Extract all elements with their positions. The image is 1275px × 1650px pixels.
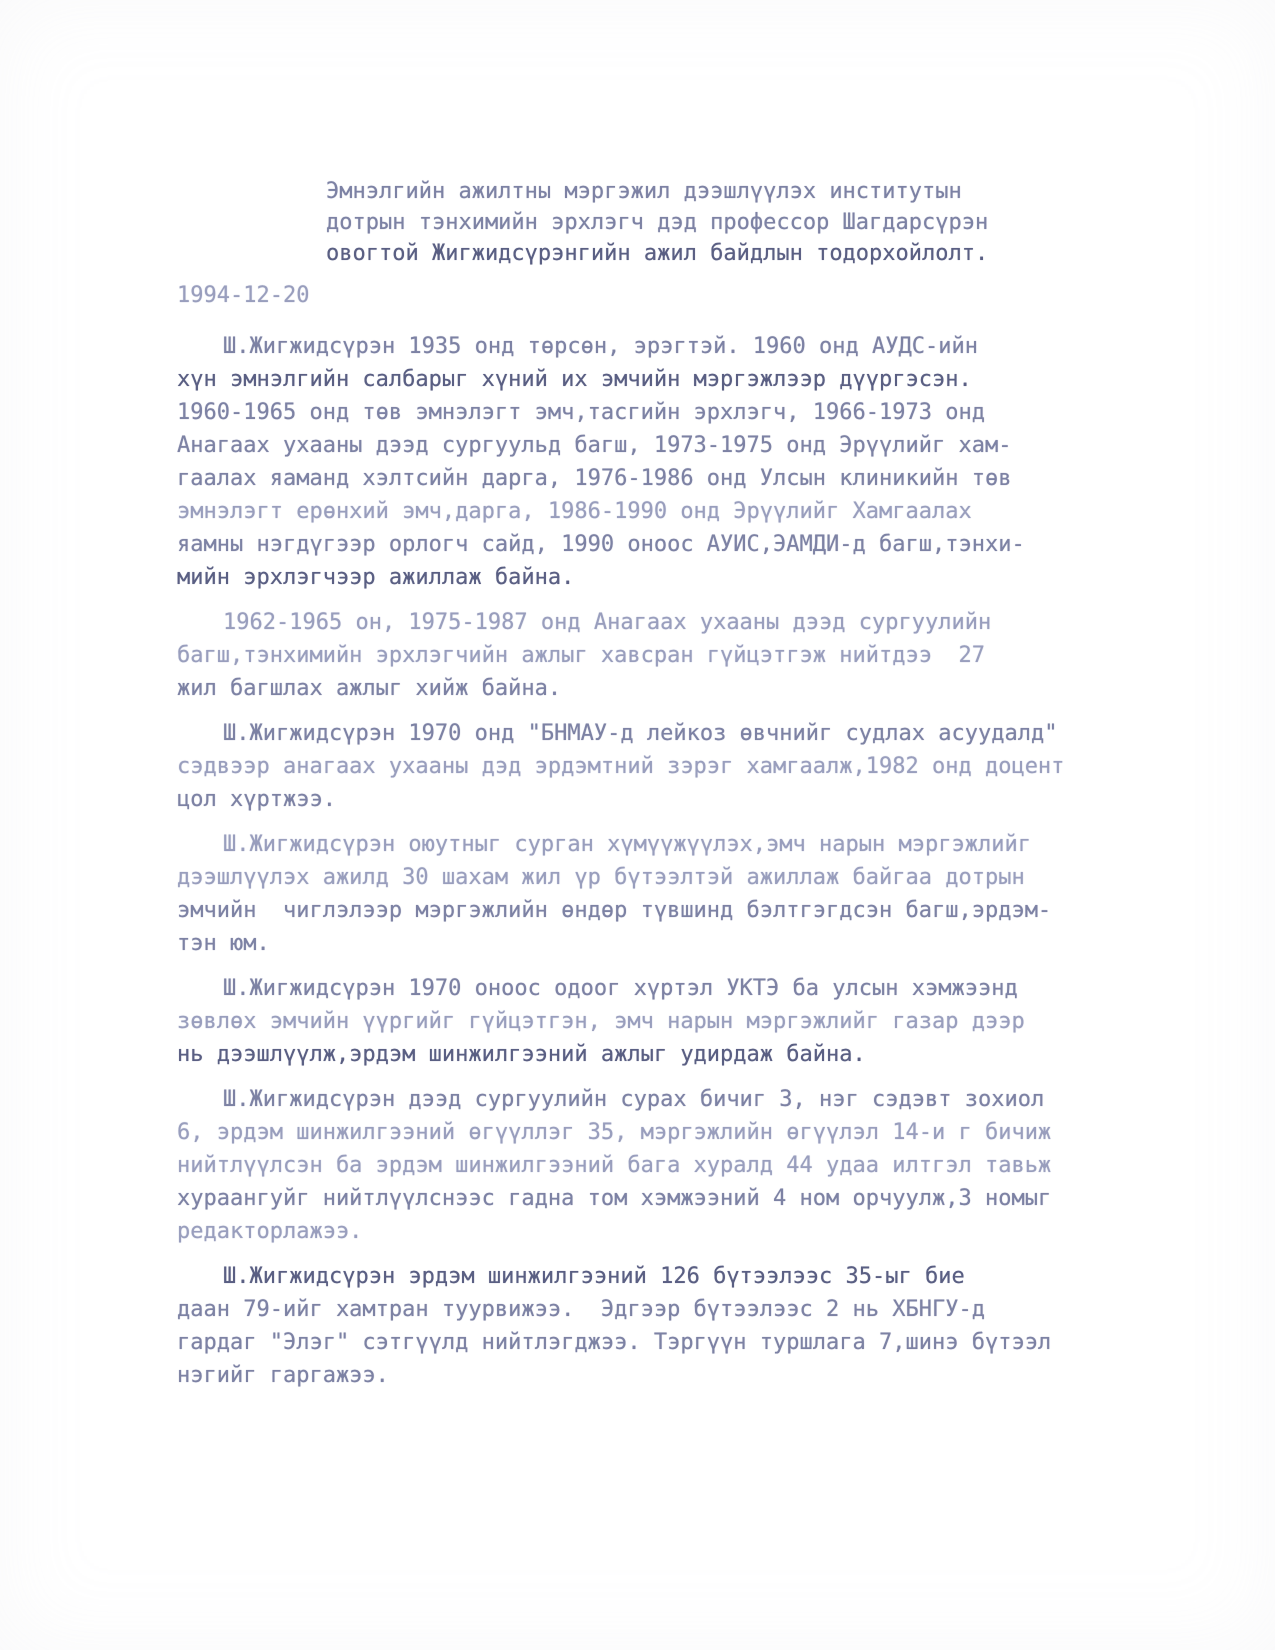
paragraph-6: [177, 1083, 1077, 1248]
text-line: 6, эрдэм шинжилгээний өгүүллэг 35, мэргэжлийн өгүүлэл 14-и г бичиж: [177, 1120, 1052, 1145]
text-line: Ш.Жигжидсүрэн оюутныг сурган хүмүүжүүлэх,эмч нарын мэргэжлийг: [223, 832, 1031, 857]
text-line: 1960-1965 онд төв эмнэлэгт эмч,тасгийн эрхлэгч, 1966-1973 онд: [177, 400, 985, 425]
title-line-1: Эмнэлгийн ажилтны мэргэжил дээшлүүлэх институтын: [326, 179, 962, 204]
text-line: Ш.Жигжидсүрэн 1970 онд "БНМАУ-д лейкоз өвчнийг судлах асуудалд": [223, 721, 1058, 746]
text-line: Ш.Жигжидсүрэн дээд сургуулийн сурах бичиг 3, нэг сэдэвт зохиол: [223, 1087, 1045, 1112]
text-line: Анагаах ухааны дээд сургуульд багш, 1973-1975 онд Эрүүлийг хам-: [177, 433, 1012, 458]
document-date: 1994-12-20: [177, 283, 310, 308]
title-line-3: овогтой Жигжидсүрэнгийн ажил байдлын тодорхойлолт.: [326, 241, 989, 266]
text-line: Ш.Жигжидсүрэн 1970 оноос одоог хүртэл УКТЭ ба улсын хэмжээнд: [223, 976, 1018, 1001]
paragraph-5: [177, 972, 1077, 1071]
text-line: Ш.Жигжидсүрэн 1935 онд төрсөн, эрэгтэй. 1960 онд АУДС-ийн: [223, 334, 978, 359]
text-line: редакторлажээ.: [177, 1219, 363, 1244]
text-line: хүн эмнэлгийн салбарыг хүний их эмчийн мэргэжлээр дүүргэсэн.: [177, 367, 972, 392]
text-line: нь дээшлүүлж,эрдэм шинжилгээний ажлыг удирдаж байна.: [177, 1042, 866, 1067]
document-title-block: [326, 176, 988, 269]
text-line: цол хүртжээ.: [177, 787, 336, 812]
text-line: багш,тэнхимийн эрхлэгчийн ажлыг хавсран гүйцэтгэж нийтдээ 27: [177, 643, 985, 668]
document-body: [177, 330, 1077, 1404]
text-line: эмчийн чиглэлээр мэргэжлийн өндөр түвшинд бэлтгэгдсэн багш,эрдэм-: [177, 898, 1052, 923]
text-line: Ш.Жигжидсүрэн эрдэм шинжилгээний 126 бүтээлээс 35-ыг бие: [223, 1264, 965, 1289]
text-line: зөвлөх эмчийн үүргийг гүйцэтгэн, эмч нарын мэргэжлийг газар дээр: [177, 1009, 1025, 1034]
text-line: нэгийг гаргажээ.: [177, 1363, 389, 1388]
text-line: даан 79-ийг хамтран туурвижээ. Эдгээр бүтээлээс 2 нь ХБНГУ-д: [177, 1297, 985, 1322]
paragraph-2: [177, 606, 1077, 705]
paragraph-7: [177, 1260, 1077, 1392]
title-line-2: дотрын тэнхимийн эрхлэгч дэд профессор Шагдарсүрэн: [326, 210, 989, 235]
text-line: хураангуйг нийтлүүлснээс гадна том хэмжээний 4 ном орчуулж,3 номыг: [177, 1186, 1052, 1211]
text-line: гаалах яаманд хэлтсийн дарга, 1976-1986 онд Улсын клиникийн төв: [177, 466, 1012, 491]
text-line: нийтлүүлсэн ба эрдэм шинжилгээний бага хуралд 44 удаа илтгэл тавьж: [177, 1153, 1052, 1178]
text-line: тэн юм.: [177, 931, 270, 956]
text-line: 1962-1965 он, 1975-1987 онд Анагаах ухааны дээд сургуулийн: [223, 610, 992, 635]
text-line: жил багшлах ажлыг хийж байна.: [177, 676, 562, 701]
text-line: сэдвээр анагаах ухааны дэд эрдэмтний зэрэг хамгаалж,1982 онд доцент: [177, 754, 1065, 779]
text-line: яамны нэгдүгээр орлогч сайд, 1990 оноос АУИС,ЭАМДИ-д багш,тэнхи-: [177, 532, 1025, 557]
text-line: гардаг "Элэг" сэтгүүлд нийтлэгджээ. Тэргүүн туршлага 7,шинэ бүтээл: [177, 1330, 1052, 1355]
text-line: мийн эрхлэгчээр ажиллаж байна.: [177, 565, 575, 590]
text-line: эмнэлэгт ерөнхий эмч,дарга, 1986-1990 онд Эрүүлийг Хамгаалах: [177, 499, 972, 524]
text-line: дээшлүүлэх ажилд 30 шахам жил үр бүтээлтэй ажиллаж байгаа дотрын: [177, 865, 1025, 890]
paragraph-1: [177, 330, 1077, 594]
paragraph-3: [177, 717, 1077, 816]
paragraph-4: [177, 828, 1077, 960]
